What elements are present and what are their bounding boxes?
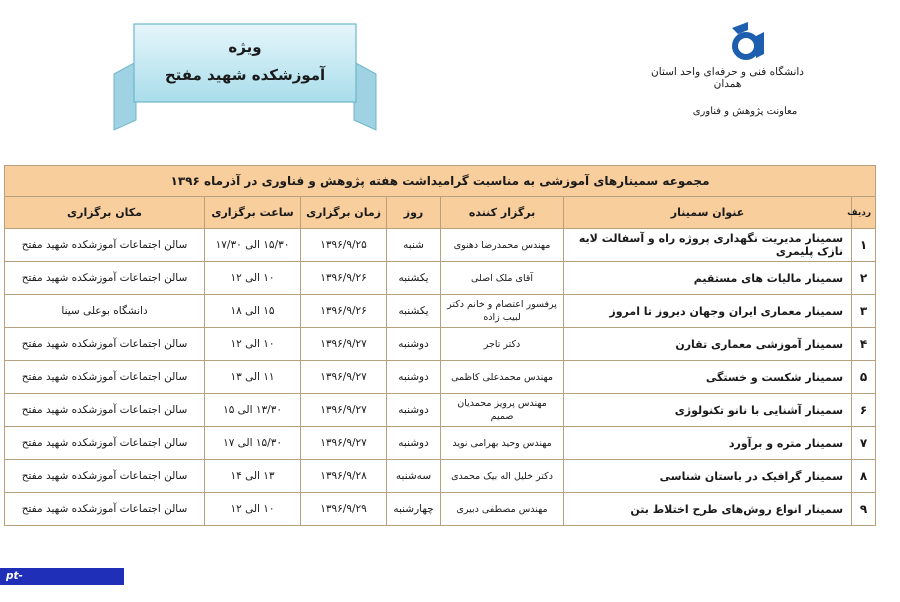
row-day: دوشنبه <box>387 394 441 427</box>
row-place: سالن اجتماعات آموزشکده شهید مفتح <box>5 427 205 460</box>
row-place: سالن اجتماعات آموزشکده شهید مفتح <box>5 328 205 361</box>
row-date: ۱۳۹۶/۹/۲۶ <box>301 295 387 328</box>
university-logo-icon <box>726 20 766 62</box>
header-time: ساعت برگزاری <box>205 197 301 229</box>
banner-line-college: آموزشکده شهید مفتح <box>164 66 326 84</box>
row-number: ۴ <box>852 328 876 361</box>
row-day: یکشنبه <box>387 262 441 295</box>
row-topic: سمینار معماری ایران وجهان دیروز تا امروز <box>564 295 852 328</box>
row-number: ۱ <box>852 229 876 262</box>
row-time: ۱۳ الی ۱۴ <box>205 460 301 493</box>
department-name: معاونت پژوهش و فناوری <box>692 106 798 117</box>
row-date: ۱۳۹۶/۹/۲۸ <box>301 460 387 493</box>
row-day: شنبه <box>387 229 441 262</box>
row-topic: سمینار متره و برآورد <box>564 427 852 460</box>
table-title: مجموعه سمینارهای آموزشی به مناسبت گرامیداشت هفته پژوهش و فناوری در آذرماه ۱۳۹۶ <box>5 166 876 197</box>
header-date: زمان برگزاری <box>301 197 387 229</box>
row-organizer: مهندس وحید بهرامی نوید <box>441 427 564 460</box>
row-organizer: مهندس مصطفی دبیری <box>441 493 564 526</box>
row-organizer: دکتر خلیل اله بیک محمدی <box>441 460 564 493</box>
table-row <box>5 229 876 262</box>
title-banner <box>112 22 378 132</box>
row-topic: سمینار مدیریت نگهداری پروژه راه و آسفالت لایه نازک پلیمری <box>564 229 852 262</box>
row-place: سالن اجتماعات آموزشکده شهید مفتح <box>5 493 205 526</box>
row-date: ۱۳۹۶/۹/۲۶ <box>301 262 387 295</box>
table-row <box>5 493 876 526</box>
header-day: روز <box>387 197 441 229</box>
row-time: ۱۰ الی ۱۲ <box>205 262 301 295</box>
row-date: ۱۳۹۶/۹/۲۷ <box>301 394 387 427</box>
row-time: ۱۰ الی ۱۲ <box>205 328 301 361</box>
row-organizer: آقای ملک اصلی <box>441 262 564 295</box>
row-topic: سمینار شکست و خستگی <box>564 361 852 394</box>
row-place: سالن اجتماعات آموزشکده شهید مفتح <box>5 460 205 493</box>
row-day: دوشنبه <box>387 328 441 361</box>
row-day: یکشنبه <box>387 295 441 328</box>
row-topic: سمینار مالیات های مستقیم <box>564 262 852 295</box>
row-time: ۱۵/۳۰ الی ۱۷/۳۰ <box>205 229 301 262</box>
table-row <box>5 262 876 295</box>
row-date: ۱۳۹۶/۹/۲۹ <box>301 493 387 526</box>
table-row <box>5 295 876 328</box>
row-day: چهارشنبه <box>387 493 441 526</box>
row-topic: سمینار گرافیک در باستان شناسی <box>564 460 852 493</box>
row-number: ۵ <box>852 361 876 394</box>
row-organizer: دکتر تاجر <box>441 328 564 361</box>
row-place: سالن اجتماعات آموزشکده شهید مفتح <box>5 361 205 394</box>
row-date: ۱۳۹۶/۹/۲۷ <box>301 361 387 394</box>
table-row <box>5 427 876 460</box>
table-title-row <box>5 166 876 197</box>
header-place: مکان برگزاری <box>5 197 205 229</box>
row-time: ۱۱ الی ۱۳ <box>205 361 301 394</box>
row-date: ۱۳۹۶/۹/۲۷ <box>301 328 387 361</box>
row-place: سالن اجتماعات آموزشکده شهید مفتح <box>5 262 205 295</box>
row-day: دوشنبه <box>387 361 441 394</box>
row-place: دانشگاه بوعلی سینا <box>5 295 205 328</box>
row-number: ۹ <box>852 493 876 526</box>
row-place: سالن اجتماعات آموزشکده شهید مفتح <box>5 394 205 427</box>
university-name: دانشگاه فنی و حرفه‌ای واحد استان همدان <box>651 66 804 90</box>
row-time: ۱۰ الی ۱۲ <box>205 493 301 526</box>
row-time: ۱۳/۳۰ الی ۱۵ <box>205 394 301 427</box>
row-organizer: مهندس پرویز محمدیان صمیم <box>441 394 564 427</box>
header-no: ردیف <box>852 197 876 229</box>
header-organizer: برگزار کننده <box>441 197 564 229</box>
row-organizer: مهندس محمدعلی کاظمی <box>441 361 564 394</box>
row-time: ۱۵ الی ۱۸ <box>205 295 301 328</box>
banner-line-special: ویژه <box>228 38 262 56</box>
row-topic: سمینار آشنایی با نانو تکنولوژی <box>564 394 852 427</box>
website-url-tag: pt-hamedan.tvu.ac.ir <box>0 568 124 585</box>
header-topic: عنوان سمینار <box>564 197 852 229</box>
row-day: دوشنبه <box>387 427 441 460</box>
row-day: سه‌شنبه <box>387 460 441 493</box>
row-topic: سمینار آموزشی معماری تقارن <box>564 328 852 361</box>
row-time: ۱۵/۳۰ الی ۱۷ <box>205 427 301 460</box>
row-number: ۶ <box>852 394 876 427</box>
row-date: ۱۳۹۶/۹/۲۵ <box>301 229 387 262</box>
row-date: ۱۳۹۶/۹/۲۷ <box>301 427 387 460</box>
table-row <box>5 361 876 394</box>
table-row <box>5 328 876 361</box>
row-number: ۸ <box>852 460 876 493</box>
row-organizer: پرفسور اعتصام و خانم دکتر لبیب زاده <box>441 295 564 328</box>
row-organizer: مهندس محمدرضا دهنوی <box>441 229 564 262</box>
table-header-row <box>5 197 876 229</box>
row-place: سالن اجتماعات آموزشکده شهید مفتح <box>5 229 205 262</box>
table-row <box>5 394 876 427</box>
row-number: ۲ <box>852 262 876 295</box>
seminar-schedule-table <box>4 165 876 526</box>
row-number: ۳ <box>852 295 876 328</box>
table-row <box>5 460 876 493</box>
row-number: ۷ <box>852 427 876 460</box>
row-topic: سمینار انواع روش‌های طرح اختلاط بتن <box>564 493 852 526</box>
